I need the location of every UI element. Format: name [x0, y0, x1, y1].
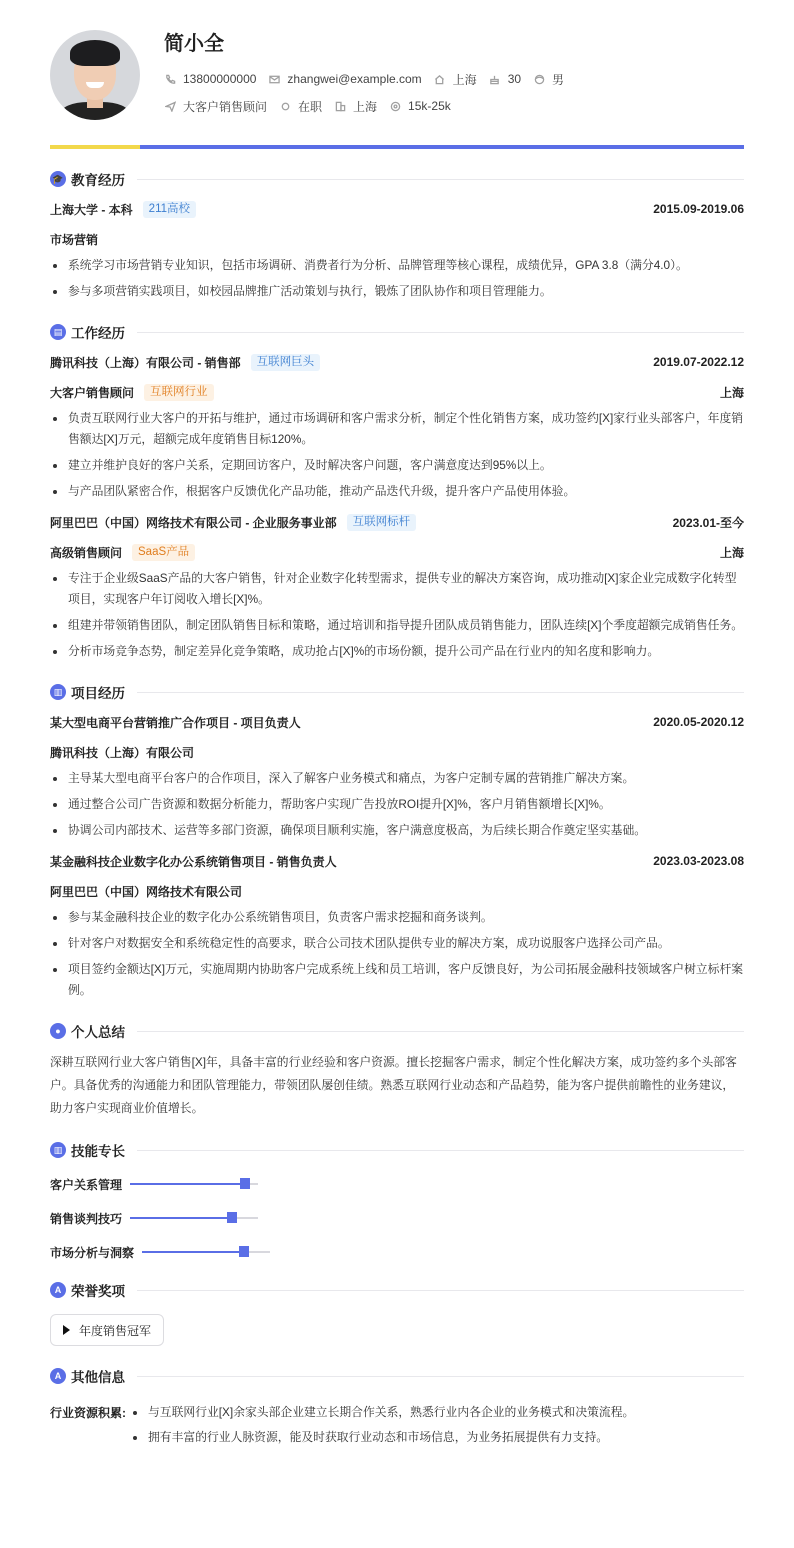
list-item: 系统学习市场营销专业知识，包括市场调研、消费者行为分析、品牌管理等核心课程，成绩优异，GPA 3.8（满分4.0）。	[50, 255, 744, 276]
user-icon: ●	[50, 1023, 66, 1039]
project-company-row	[50, 742, 744, 762]
project-name: 某大型电商平台营销推广合作项目 - 项目负责人	[50, 715, 301, 730]
section-other: A 其他信息	[50, 1366, 744, 1386]
school-degree: 上海大学 - 本科	[50, 202, 133, 217]
list-item: 参与某金融科技企业的数字化办公系统销售项目，负责客户需求挖掘和商务谈判。	[50, 907, 744, 928]
skill-bar	[130, 1183, 258, 1185]
section-education: 🎓 教育经历	[50, 169, 744, 189]
status: 在职	[279, 98, 322, 115]
coin-icon	[389, 100, 401, 112]
play-icon	[63, 1325, 70, 1335]
phone: 13800000000	[164, 72, 256, 86]
bar-chart-icon: ▥	[50, 1142, 66, 1158]
email: zhangwei@example.com	[268, 72, 421, 86]
target-city: 上海	[334, 98, 377, 115]
work-bullets	[50, 568, 744, 662]
section-projects: ▥ 项目经历	[50, 682, 744, 702]
company: 腾讯科技（上海）有限公司 - 销售部	[50, 355, 241, 370]
role-tag: SaaS产品	[132, 544, 195, 561]
profile-header	[50, 0, 744, 145]
project-bullets	[50, 907, 744, 1001]
skill-item: 销售谈判技巧	[50, 1208, 403, 1228]
user-face-icon	[533, 73, 545, 85]
section-summary: ● 个人总结	[50, 1021, 744, 1041]
list-item: 分析市场竞争态势，制定差异化竞争策略，成功抢占[X]%的市场份额，提升公司产品在行业内的知名度和影响力。	[50, 641, 744, 662]
project-header	[50, 851, 744, 871]
graduation-cap-icon: 🎓	[50, 171, 66, 187]
location: 上海	[434, 71, 477, 88]
skill-item: 市场分析与洞察	[50, 1242, 403, 1262]
award-icon: A	[50, 1282, 66, 1298]
job-intent-row	[164, 98, 576, 114]
list-item: 与互联网行业[X]余家头部企业建立长期合作关系，熟悉行业内各企业的业务模式和决策流程。	[130, 1402, 634, 1423]
list-item: 项目签约金额达[X]万元，实施周期内协助客户完成系统上线和员工培训，客户反馈良好，为公司拓展金融科技领域客户树立标杆案例。	[50, 959, 744, 1001]
work-header	[50, 512, 744, 532]
role-row	[50, 382, 744, 402]
summary-text: 深耕互联网行业大客户销售[X]年，具备丰富的行业经验和客户资源。擅长挖掘客户需求，制定个性化解决方案，成功签约多个头部客户。具备优秀的沟通能力和团队管理能力，带领团队屡创佳绩。熟悉互联网行业动态和产品趋势，能为客户提供前瞻性的业务建议，助力客户实现商业价值增长。	[50, 1055, 737, 1115]
list-item: 主导某大型电商平台客户的合作项目，深入了解客户业务模式和痛点，为客户定制专属的营销推广解决方案。	[50, 768, 744, 789]
salary: 15k-25k	[389, 99, 451, 113]
work-city: 上海	[719, 385, 744, 400]
info-icon: A	[50, 1368, 66, 1384]
project-bullets	[50, 768, 744, 841]
section-skills: ▥ 技能专长	[50, 1140, 744, 1160]
work-date: 2023.01-至今	[672, 515, 744, 530]
list-item: 通过整合公司广告资源和数据分析能力，帮助客户实现广告投放ROI提升[X]%，客户月销售额增长[X]%。	[50, 794, 744, 815]
list-item: 组建并带领销售团队，制定团队销售目标和策略，通过培训和指导提升团队成员销售能力，团队连续[X]个季度超额完成销售任务。	[50, 615, 744, 636]
other-bullets	[130, 1402, 634, 1452]
section-honors: A 荣誉奖项	[50, 1280, 744, 1300]
company-tag: 互联网巨头	[251, 354, 321, 371]
role: 大客户销售顾问	[50, 385, 135, 400]
list-item: 针对客户对数据安全和系统稳定性的高要求，联合公司技术团队提供专业的解决方案，成功说服客户选择公司产品。	[50, 933, 744, 954]
list-item: 拥有丰富的行业人脉资源，能及时获取行业动态和市场信息，为业务拓展提供有力支持。	[130, 1427, 634, 1448]
section-work: ▤ 工作经历	[50, 322, 744, 342]
work-date: 2019.07-2022.12	[653, 355, 744, 369]
company-tag: 互联网标杆	[347, 514, 417, 531]
list-item: 负责互联网行业大客户的开拓与维护，通过市场调研和客户需求分析，制定个性化销售方案，成功签约[X]家行业头部客户，年度销售额达[X]万元，超额完成年度销售目标120%。	[50, 408, 744, 450]
mail-icon	[268, 73, 280, 85]
status-icon	[279, 100, 291, 112]
role: 高级销售顾问	[50, 545, 123, 560]
list-item: 专注于企业级SaaS产品的大客户销售，针对企业数字化转型需求，提供专业的解决方案咨询，成功推动[X]家企业完成数字化转型项目，实现客户年订阅收入增长[X]%。	[50, 568, 744, 610]
project-name: 某金融科技企业数字化办公系统销售项目 - 销售负责人	[50, 854, 337, 869]
contact-row	[164, 71, 576, 87]
list-item: 建立并维护良好的客户关系，定期回访客户，及时解决客户问题，客户满意度达到95%以上。	[50, 455, 744, 476]
work-header	[50, 352, 744, 372]
work-bullets	[50, 408, 744, 502]
skills-list	[50, 1174, 744, 1276]
project-date: 2023.03-2023.08	[653, 854, 744, 868]
major-row	[50, 229, 744, 249]
role-row	[50, 542, 744, 562]
age: 30	[489, 72, 521, 86]
gender: 男	[533, 71, 564, 88]
project-company: 阿里巴巴（中国）网络技术有限公司	[50, 884, 243, 899]
education-bullets	[50, 255, 744, 302]
phone-icon	[164, 73, 176, 85]
home-icon	[434, 73, 446, 85]
company: 阿里巴巴（中国）网络技术有限公司 - 企业服务事业部	[50, 515, 337, 530]
award-item[interactable]: 年度销售冠军	[50, 1314, 164, 1346]
profile-info	[164, 30, 576, 145]
education-header	[50, 199, 744, 219]
skill-item: 客户关系管理	[50, 1174, 403, 1194]
building-icon	[334, 100, 346, 112]
bar-chart-icon: ▥	[50, 684, 66, 700]
avatar	[50, 30, 140, 120]
project-company: 腾讯科技（上海）有限公司	[50, 745, 195, 760]
candidate-name: 简小全	[164, 33, 224, 55]
project-company-row	[50, 881, 744, 901]
education-date: 2015.09-2019.06	[653, 202, 744, 216]
other-label: 行业资源积累:	[50, 1406, 126, 1420]
list-item: 参与多项营销实践项目，如校园品牌推广活动策划与执行，锻炼了团队协作和项目管理能力。	[50, 281, 744, 302]
skill-bar	[142, 1251, 270, 1253]
send-icon	[164, 100, 176, 112]
cake-icon	[489, 73, 501, 85]
project-header	[50, 712, 744, 732]
header-divider	[50, 145, 744, 149]
school-tag: 211高校	[143, 201, 196, 218]
briefcase-icon: ▤	[50, 324, 66, 340]
other-info	[50, 1402, 744, 1452]
major: 市场营销	[50, 232, 99, 247]
list-item: 协调公司内部技术、运营等多部门资源，确保项目顺利实施，客户满意度极高，为后续长期合作奠定坚实基础。	[50, 820, 744, 841]
work-city: 上海	[719, 545, 744, 560]
role-tag: 互联网行业	[144, 384, 214, 401]
project-date: 2020.05-2020.12	[653, 715, 744, 729]
skill-bar	[130, 1217, 258, 1219]
position: 大客户销售顾问	[164, 98, 267, 115]
list-item: 与产品团队紧密合作，根据客户反馈优化产品功能，推动产品迭代升级，提升客户产品使用体验。	[50, 481, 744, 502]
